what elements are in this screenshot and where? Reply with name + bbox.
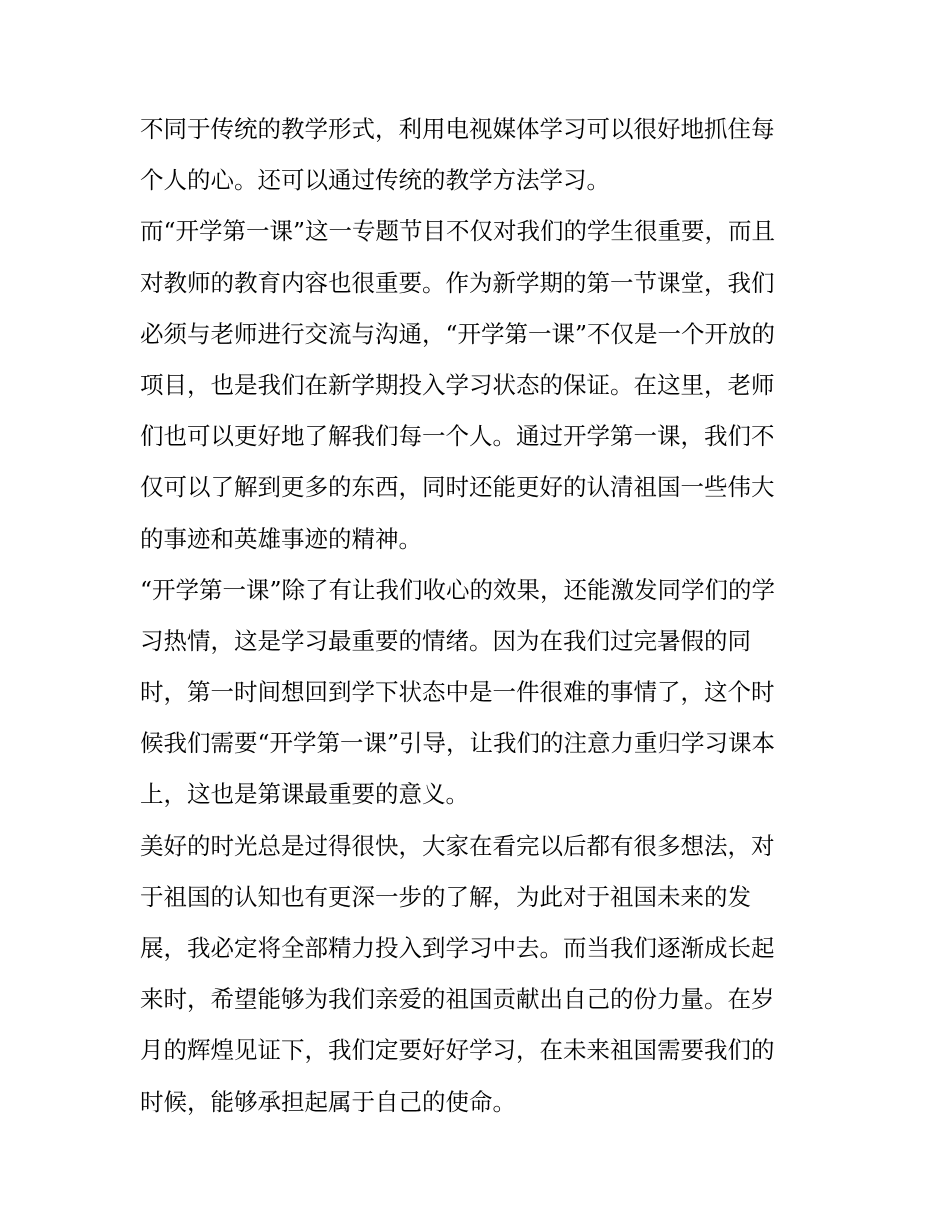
text-line: 时，第一时间想回到学下状态中是一件很难的事情了，这个时: [140, 678, 775, 707]
text-line: 展，我必定将全部精力投入到学习中去。而当我们逐渐成长起: [140, 934, 775, 962]
text-line: 不同于传统的教学形式，利用电视媒体学习可以很好地抓住每: [140, 115, 775, 143]
body-text: [140, 104, 820, 1128]
text-line: 的事迹和英雄事迹的精神。: [140, 524, 422, 553]
text-line: 上，这也是第课最重要的意义。: [140, 780, 469, 809]
text-line: 来时，希望能够为我们亲爱的祖国贡献出自己的份力量。在岁: [140, 985, 775, 1014]
text-line: 美好的时光总是过得很快，大家在看完以后都有很多想法，对: [140, 831, 775, 860]
text-line: 候我们需要“开学第一课”引导，让我们的注意力重归学习课本: [140, 729, 776, 758]
text-line: 对教师的教育内容也很重要。作为新学期的第一节课堂，我们: [140, 268, 775, 297]
text-line: 仅可以了解到更多的东西，同时还能更好的认清祖国一些伟大: [140, 473, 775, 502]
text-line: 月的辉煌见证下，我们定要好好学习，在未来祖国需要我们的: [140, 1036, 775, 1065]
text-line: 而“开学第一课”这一专题节目不仅对我们的学生很重要，而且: [140, 217, 776, 246]
text-line: 于祖国的认知也有更深一步的了解，为此对于祖国未来的发: [140, 882, 751, 911]
text-line: 个人的心。还可以通过传统的教学方法学习。: [140, 166, 610, 195]
text-line: 必须与老师进行交流与沟通，“开学第一课”不仅是一个开放的: [140, 319, 776, 348]
text-line: 们也可以更好地了解我们每一个人。通过开学第一课，我们不: [140, 422, 775, 451]
text-line: 习热情，这是学习最重要的情绪。因为在我们过完暑假的同: [140, 626, 751, 655]
text-line: 时候，能够承担起属于自己的使命。: [140, 1087, 516, 1116]
text-line: 项目，也是我们在新学期投入学习状态的保证。在这里，老师: [140, 370, 775, 399]
text-line: “开学第一课”除了有让我们收心的效果，还能激发同学们的学: [140, 575, 776, 604]
